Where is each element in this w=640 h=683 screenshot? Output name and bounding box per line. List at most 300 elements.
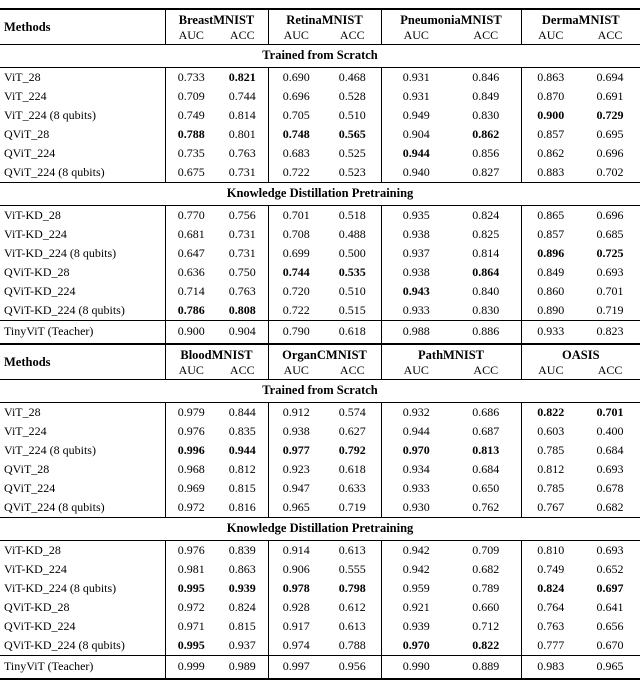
methods-header: Methods [0, 345, 165, 380]
metric-value-cell: 0.684 [472, 462, 500, 476]
metric-value-cell: 0.749 [521, 560, 580, 579]
metric-value-cell: 0.830 [472, 303, 500, 317]
metric-value-cell: 0.997 [268, 656, 324, 680]
metric-value-cell: 0.650 [472, 481, 500, 495]
metric-value-cell: 0.788 [338, 638, 366, 652]
metric-value-cell: 0.983 [521, 656, 580, 680]
metric-value-cell: 0.488 [338, 227, 366, 241]
metric-value-cell: 0.749 [165, 106, 217, 125]
metric-value-cell: 0.824 [228, 600, 256, 614]
metric-value-cell: 0.719 [596, 303, 624, 317]
method-cell: QViT-KD_28 [4, 600, 70, 614]
metric-value-cell: 0.934 [381, 460, 451, 479]
metric-value-cell: 0.750 [228, 265, 256, 279]
metric-value-cell: 0.695 [596, 127, 624, 141]
metric-value-cell: 0.862 [521, 144, 580, 163]
metric-value-cell: 0.681 [165, 225, 217, 244]
table-row [0, 560, 640, 579]
metric-value-cell: 0.682 [596, 500, 624, 514]
metric-value-cell: 0.690 [268, 68, 324, 88]
metric-value-cell: 0.636 [165, 263, 217, 282]
table-row [0, 579, 640, 598]
metric-value-cell: 0.949 [381, 106, 451, 125]
metric-value-cell: 0.822 [472, 638, 500, 652]
metric-value-cell: 0.565 [338, 127, 366, 141]
metric-value-cell: 0.400 [596, 424, 624, 438]
metric-value-cell: 0.900 [165, 321, 217, 345]
metric-value-cell: 0.932 [381, 403, 451, 423]
metric-value-cell: 0.612 [338, 600, 366, 614]
method-cell: ViT-KD_28 [4, 208, 61, 222]
dataset-group-header: OASIS [521, 345, 640, 363]
metric-value-cell: 0.735 [165, 144, 217, 163]
metric-value-cell: 0.863 [521, 68, 580, 88]
metric-value-cell: 0.693 [596, 543, 624, 557]
metric-value-cell: 0.785 [521, 479, 580, 498]
metric-value-cell: 0.709 [165, 87, 217, 106]
table-row [0, 441, 640, 460]
metric-value-cell: 0.988 [381, 321, 451, 345]
metric-header-auc: AUC [381, 28, 451, 45]
metric-value-cell: 0.990 [381, 656, 451, 680]
metric-value-cell: 0.890 [521, 301, 580, 321]
metric-value-cell: 0.696 [596, 208, 624, 222]
metric-value-cell: 0.972 [165, 498, 217, 518]
metric-value-cell: 0.729 [596, 108, 624, 122]
metric-value-cell: 0.693 [596, 265, 624, 279]
table-row [0, 422, 640, 441]
metric-value-cell: 0.652 [596, 562, 624, 576]
metric-value-cell: 0.939 [381, 617, 451, 636]
metric-value-cell: 0.863 [228, 562, 256, 576]
metric-value-cell: 0.968 [165, 460, 217, 479]
metric-value-cell: 0.722 [268, 163, 324, 183]
metric-value-cell: 0.682 [472, 562, 500, 576]
section-title: Knowledge Distillation Pretraining [0, 183, 640, 206]
header-row-datasets [0, 345, 640, 363]
table-row [0, 263, 640, 282]
metric-value-cell: 0.889 [451, 656, 521, 680]
method-cell: QViT-KD_224 (8 qubits) [4, 638, 125, 652]
table-row [0, 403, 640, 423]
table-row [0, 87, 640, 106]
table-section [0, 380, 640, 518]
method-cell: TinyViT (Teacher) [0, 321, 165, 345]
metric-value-cell: 0.762 [472, 500, 500, 514]
metric-header-acc: ACC [451, 28, 521, 45]
section-title: Knowledge Distillation Pretraining [0, 518, 640, 541]
metric-value-cell: 0.972 [165, 598, 217, 617]
metric-value-cell: 0.947 [268, 479, 324, 498]
metric-value-cell: 0.942 [381, 560, 451, 579]
metric-value-cell: 0.719 [338, 500, 366, 514]
section-header-row [0, 183, 640, 206]
metric-value-cell: 0.641 [596, 600, 624, 614]
metric-value-cell: 0.942 [381, 541, 451, 561]
metric-value-cell: 0.525 [338, 146, 366, 160]
metric-value-cell: 0.712 [472, 619, 500, 633]
dataset-group-header: OrganCMNIST [268, 345, 381, 363]
table-row [0, 301, 640, 321]
teacher-section [0, 321, 640, 345]
metric-value-cell: 0.687 [472, 424, 500, 438]
metric-value-cell: 0.930 [381, 498, 451, 518]
metric-header-auc: AUC [521, 363, 580, 380]
metric-value-cell: 0.940 [381, 163, 451, 183]
metric-value-cell: 0.856 [472, 146, 500, 160]
metric-value-cell: 0.510 [338, 284, 366, 298]
metric-value-cell: 0.824 [472, 208, 500, 222]
metric-value-cell: 0.827 [472, 165, 500, 179]
metric-value-cell: 0.839 [228, 543, 256, 557]
metric-value-cell: 0.938 [268, 422, 324, 441]
table-row [0, 225, 640, 244]
table-row [0, 244, 640, 263]
method-cell: QViT-KD_224 [4, 284, 76, 298]
metric-value-cell: 0.733 [165, 68, 217, 88]
metric-value-cell: 0.763 [228, 146, 256, 160]
table-header [0, 9, 640, 45]
metric-value-cell: 0.720 [268, 282, 324, 301]
metric-value-cell: 0.935 [381, 206, 451, 226]
metric-header-auc: AUC [268, 363, 324, 380]
metric-value-cell: 0.978 [268, 579, 324, 598]
method-cell: QViT-KD_28 [4, 265, 70, 279]
metric-value-cell: 0.618 [338, 462, 366, 476]
metric-value-cell: 0.844 [228, 405, 256, 419]
metric-value-cell: 0.923 [268, 460, 324, 479]
metric-value-cell: 0.928 [268, 598, 324, 617]
metric-value-cell: 0.956 [324, 656, 381, 680]
method-cell: QViT-KD_224 (8 qubits) [4, 303, 125, 317]
metric-value-cell: 0.684 [596, 443, 624, 457]
metric-value-cell: 0.613 [338, 543, 366, 557]
metric-value-cell: 0.748 [268, 125, 324, 144]
method-cell: ViT_28 [4, 405, 41, 419]
metric-value-cell: 0.708 [268, 225, 324, 244]
metric-header-acc: ACC [451, 363, 521, 380]
metric-value-cell: 0.709 [472, 543, 500, 557]
metric-value-cell: 0.767 [521, 498, 580, 518]
section-header-row [0, 45, 640, 68]
metric-value-cell: 0.731 [228, 165, 256, 179]
metric-value-cell: 0.618 [324, 321, 381, 345]
metric-header-acc: ACC [324, 28, 381, 45]
metric-value-cell: 0.656 [596, 619, 624, 633]
metric-value-cell: 0.500 [338, 246, 366, 260]
dataset-group-header: PathMNIST [381, 345, 521, 363]
metric-value-cell: 0.810 [521, 541, 580, 561]
metric-value-cell: 0.822 [521, 403, 580, 423]
header-row-datasets [0, 9, 640, 28]
metric-value-cell: 0.937 [228, 638, 256, 652]
metric-value-cell: 0.675 [165, 163, 217, 183]
table-header [0, 345, 640, 380]
dataset-group-header: BreastMNIST [165, 9, 268, 28]
metric-value-cell: 0.814 [472, 246, 500, 260]
metric-value-cell: 0.943 [381, 282, 451, 301]
metric-value-cell: 0.702 [596, 165, 624, 179]
metric-value-cell: 0.931 [381, 68, 451, 88]
section-title: Trained from Scratch [0, 380, 640, 403]
metric-value-cell: 0.633 [338, 481, 366, 495]
metric-value-cell: 0.989 [217, 656, 268, 680]
metric-value-cell: 0.647 [165, 244, 217, 263]
metric-value-cell: 0.701 [596, 284, 624, 298]
metric-value-cell: 0.714 [165, 282, 217, 301]
method-cell: ViT_224 (8 qubits) [4, 108, 96, 122]
method-cell: ViT_224 [4, 424, 47, 438]
metric-header-auc: AUC [268, 28, 324, 45]
metric-value-cell: 0.999 [165, 656, 217, 680]
metric-value-cell: 0.937 [381, 244, 451, 263]
teacher-row [0, 656, 640, 680]
dataset-group-header: BloodMNIST [165, 345, 268, 363]
metric-value-cell: 0.933 [521, 321, 580, 345]
metric-value-cell: 0.696 [268, 87, 324, 106]
metric-value-cell: 0.731 [228, 227, 256, 241]
table-section [0, 183, 640, 321]
metric-value-cell: 0.862 [472, 127, 500, 141]
methods-header: Methods [0, 9, 165, 45]
results-table-top [0, 8, 640, 345]
metric-value-cell: 0.574 [338, 405, 366, 419]
metric-value-cell: 0.823 [580, 321, 640, 345]
table-row [0, 106, 640, 125]
metric-value-cell: 0.693 [596, 462, 624, 476]
metric-value-cell: 0.694 [596, 70, 624, 84]
metric-value-cell: 0.670 [596, 638, 624, 652]
metric-value-cell: 0.812 [521, 460, 580, 479]
method-cell: QViT_224 [4, 146, 56, 160]
metric-value-cell: 0.790 [268, 321, 324, 345]
metric-value-cell: 0.904 [381, 125, 451, 144]
metric-value-cell: 0.944 [381, 144, 451, 163]
metric-value-cell: 0.914 [268, 541, 324, 561]
metric-value-cell: 0.744 [268, 263, 324, 282]
metric-value-cell: 0.981 [165, 560, 217, 579]
results-table-bottom [0, 345, 640, 680]
metric-value-cell: 0.763 [521, 617, 580, 636]
method-cell: QViT_28 [4, 127, 50, 141]
metric-value-cell: 0.849 [472, 89, 500, 103]
metric-value-cell: 0.938 [381, 225, 451, 244]
metric-value-cell: 0.976 [165, 541, 217, 561]
metric-value-cell: 0.515 [338, 303, 366, 317]
metric-value-cell: 0.763 [228, 284, 256, 298]
metric-value-cell: 0.835 [228, 424, 256, 438]
metric-value-cell: 0.938 [381, 263, 451, 282]
metric-value-cell: 0.865 [521, 206, 580, 226]
metric-value-cell: 0.691 [596, 89, 624, 103]
metric-value-cell: 0.725 [596, 246, 624, 260]
table-row [0, 617, 640, 636]
method-cell: QViT_224 [4, 481, 56, 495]
metric-value-cell: 0.830 [472, 108, 500, 122]
metric-value-cell: 0.896 [521, 244, 580, 263]
metric-value-cell: 0.970 [381, 636, 451, 656]
metric-value-cell: 0.697 [596, 581, 624, 595]
metric-value-cell: 0.840 [472, 284, 500, 298]
metric-value-cell: 0.944 [228, 443, 256, 457]
dataset-group-header: PneumoniaMNIST [381, 9, 521, 28]
table-row [0, 68, 640, 88]
metric-value-cell: 0.857 [521, 225, 580, 244]
metric-value-cell: 0.678 [596, 481, 624, 495]
method-cell: QViT_28 [4, 462, 50, 476]
metric-value-cell: 0.995 [165, 636, 217, 656]
metric-value-cell: 0.921 [381, 598, 451, 617]
teacher-row [0, 321, 640, 345]
table-row [0, 163, 640, 183]
metric-value-cell: 0.815 [228, 619, 256, 633]
metric-value-cell: 0.813 [472, 443, 500, 457]
metric-value-cell: 0.701 [596, 405, 624, 419]
metric-value-cell: 0.849 [521, 263, 580, 282]
metric-value-cell: 0.468 [338, 70, 366, 84]
metric-value-cell: 0.944 [381, 422, 451, 441]
metric-value-cell: 0.792 [338, 443, 366, 457]
metric-value-cell: 0.613 [338, 619, 366, 633]
table-row [0, 144, 640, 163]
metric-value-cell: 0.846 [472, 70, 500, 84]
metric-value-cell: 0.627 [338, 424, 366, 438]
metric-value-cell: 0.696 [596, 146, 624, 160]
metric-header-acc: ACC [217, 363, 268, 380]
metric-value-cell: 0.860 [521, 282, 580, 301]
metric-value-cell: 0.777 [521, 636, 580, 656]
metric-value-cell: 0.798 [338, 581, 366, 595]
metric-value-cell: 0.744 [228, 89, 256, 103]
table-row [0, 282, 640, 301]
metric-value-cell: 0.969 [165, 479, 217, 498]
metric-header-auc: AUC [165, 28, 217, 45]
metric-header-acc: ACC [580, 363, 640, 380]
metric-value-cell: 0.788 [165, 125, 217, 144]
metric-value-cell: 0.906 [268, 560, 324, 579]
metric-value-cell: 0.699 [268, 244, 324, 263]
metric-header-acc: ACC [580, 28, 640, 45]
metric-value-cell: 0.979 [165, 403, 217, 423]
table-row [0, 125, 640, 144]
metric-value-cell: 0.812 [228, 462, 256, 476]
teacher-section [0, 656, 640, 680]
metric-value-cell: 0.959 [381, 579, 451, 598]
metric-value-cell: 0.535 [338, 265, 366, 279]
table-section [0, 518, 640, 656]
metric-value-cell: 0.786 [165, 301, 217, 321]
metric-value-cell: 0.801 [228, 127, 256, 141]
metric-value-cell: 0.976 [165, 422, 217, 441]
metric-value-cell: 0.770 [165, 206, 217, 226]
metric-value-cell: 0.685 [596, 227, 624, 241]
table-row [0, 598, 640, 617]
metric-value-cell: 0.660 [472, 600, 500, 614]
method-cell: QViT-KD_224 [4, 619, 76, 633]
table-row [0, 206, 640, 226]
metric-value-cell: 0.965 [268, 498, 324, 518]
table-row [0, 636, 640, 656]
metric-value-cell: 0.821 [228, 70, 256, 84]
dataset-group-header: DermaMNIST [521, 9, 640, 28]
table-row [0, 498, 640, 518]
metric-value-cell: 0.686 [472, 405, 500, 419]
metric-value-cell: 0.510 [338, 108, 366, 122]
metric-value-cell: 0.808 [228, 303, 256, 317]
method-cell: QViT_224 (8 qubits) [4, 500, 105, 514]
metric-value-cell: 0.555 [338, 562, 366, 576]
metric-value-cell: 0.816 [228, 500, 256, 514]
metric-value-cell: 0.814 [228, 108, 256, 122]
table-section [0, 45, 640, 183]
metric-value-cell: 0.864 [472, 265, 500, 279]
method-cell: ViT_28 [4, 70, 41, 84]
metric-value-cell: 0.857 [521, 125, 580, 144]
metric-value-cell: 0.996 [165, 441, 217, 460]
metric-value-cell: 0.931 [381, 87, 451, 106]
metric-value-cell: 0.785 [521, 441, 580, 460]
method-cell: ViT-KD_28 [4, 543, 61, 557]
metric-value-cell: 0.722 [268, 301, 324, 321]
metric-value-cell: 0.974 [268, 636, 324, 656]
method-cell: ViT-KD_224 (8 qubits) [4, 246, 117, 260]
metric-value-cell: 0.731 [228, 246, 256, 260]
metric-value-cell: 0.995 [165, 579, 217, 598]
metric-header-auc: AUC [165, 363, 217, 380]
metric-value-cell: 0.756 [228, 208, 256, 222]
metric-value-cell: 0.705 [268, 106, 324, 125]
metric-value-cell: 0.824 [521, 579, 580, 598]
metric-header-acc: ACC [324, 363, 381, 380]
metric-value-cell: 0.683 [268, 144, 324, 163]
metric-header-acc: ACC [217, 28, 268, 45]
metric-value-cell: 0.603 [521, 422, 580, 441]
metric-value-cell: 0.939 [228, 581, 256, 595]
metric-value-cell: 0.518 [338, 208, 366, 222]
method-cell: ViT-KD_224 [4, 227, 67, 241]
metric-value-cell: 0.883 [521, 163, 580, 183]
metric-value-cell: 0.904 [217, 321, 268, 345]
dataset-group-header: RetinaMNIST [268, 9, 381, 28]
metric-value-cell: 0.900 [521, 106, 580, 125]
metric-value-cell: 0.789 [472, 581, 500, 595]
method-cell: ViT-KD_224 (8 qubits) [4, 581, 117, 595]
method-cell: TinyViT (Teacher) [0, 656, 165, 680]
method-cell: ViT_224 [4, 89, 47, 103]
method-cell: ViT_224 (8 qubits) [4, 443, 96, 457]
metric-value-cell: 0.870 [521, 87, 580, 106]
metric-value-cell: 0.970 [381, 441, 451, 460]
table-row [0, 479, 640, 498]
table-row [0, 460, 640, 479]
method-cell: QViT_224 (8 qubits) [4, 165, 105, 179]
metric-value-cell: 0.523 [338, 165, 366, 179]
section-header-row [0, 518, 640, 541]
metric-header-auc: AUC [381, 363, 451, 380]
metric-value-cell: 0.528 [338, 89, 366, 103]
metric-header-auc: AUC [521, 28, 580, 45]
metric-value-cell: 0.886 [451, 321, 521, 345]
metric-value-cell: 0.933 [381, 479, 451, 498]
metric-value-cell: 0.965 [580, 656, 640, 680]
method-cell: ViT-KD_224 [4, 562, 67, 576]
metric-value-cell: 0.977 [268, 441, 324, 460]
metric-value-cell: 0.933 [381, 301, 451, 321]
table-row [0, 541, 640, 561]
metric-value-cell: 0.701 [268, 206, 324, 226]
metric-value-cell: 0.815 [228, 481, 256, 495]
metric-value-cell: 0.912 [268, 403, 324, 423]
